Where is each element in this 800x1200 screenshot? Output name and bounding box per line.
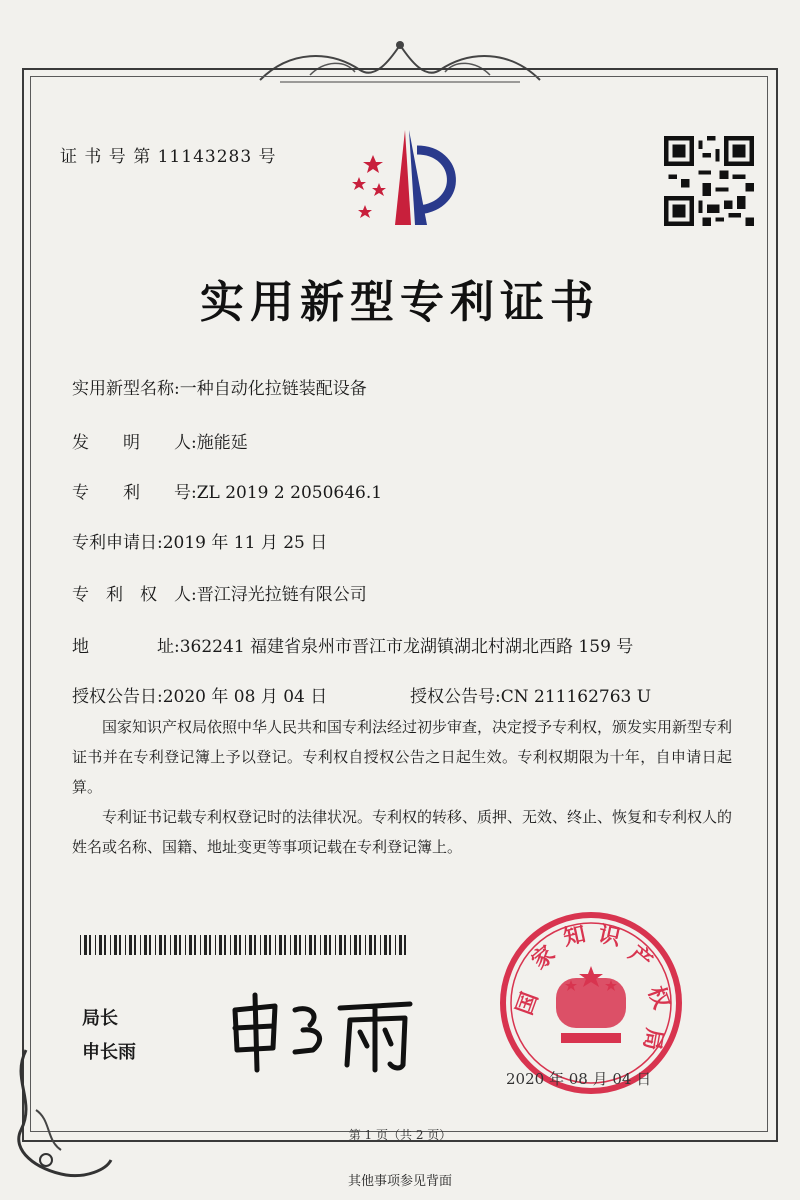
grant-number-value: CN 211162763 U — [500, 687, 652, 707]
patent-number-label: 专 利 号: — [72, 483, 197, 503]
svg-text:识: 识 — [595, 922, 623, 952]
director-title: 局长 — [82, 1008, 118, 1029]
body-paragraph-1: 国家知识产权局依照中华人民共和国专利法经过初步审查，决定授予专利权，颁发实用新型专利证书并在专利登记簿上予以登记。专利权自授权公告之日起生效。专利权期限为十年，自申请日起算。 — [72, 718, 733, 796]
svg-text:家: 家 — [527, 941, 561, 975]
svg-text:知: 知 — [561, 922, 589, 952]
field-patent-number — [72, 478, 382, 503]
field-patentee — [72, 580, 367, 605]
filing-date-label: 专利申请日: — [72, 533, 163, 553]
address-label: 地 址: — [72, 637, 180, 657]
patent-number-value: ZL 2019 2 2050646.1 — [196, 483, 383, 503]
director-signature — [225, 980, 425, 1080]
grant-date-value: 2020 年 08 月 04 日 — [162, 687, 328, 707]
seal-date: 2020 年 08 月 04 日 — [506, 1070, 652, 1088]
certificate-number: 证 书 号 第 11143283 号 — [60, 147, 277, 167]
body-paragraph-2: 专利证书记载专利权登记时的法律状况。专利权的转移、质押、无效、终止、恢复和专利权人的姓名或名称、国籍、地址变更等事项记载在专利登记簿上。 — [72, 808, 733, 856]
grant-date-label: 授权公告日: — [72, 687, 163, 707]
field-grant-number — [410, 682, 651, 707]
grant-number-label: 授权公告号: — [410, 687, 501, 707]
field-model-name — [72, 374, 367, 399]
filing-date-value: 2019 年 11 月 25 日 — [162, 533, 328, 553]
svg-text:局: 局 — [638, 1026, 667, 1053]
page-number: 第 1 页（共 2 页） — [348, 1128, 452, 1142]
field-filing-date — [72, 528, 327, 553]
field-inventor — [72, 428, 248, 453]
director-name: 申长雨 — [82, 1042, 136, 1063]
field-address — [72, 632, 633, 657]
svg-text:产: 产 — [623, 941, 657, 975]
address-value: 362241 福建省泉州市晋江市龙湖镇湖北村湖北西路 159 号 — [179, 637, 634, 657]
qr-code — [664, 136, 754, 226]
svg-text:国: 国 — [512, 989, 544, 1019]
patent-office-logo — [335, 125, 475, 235]
inventor-value: 施能延 — [196, 433, 248, 453]
back-note: 其他事项参见背面 — [347, 1174, 452, 1189]
inventor-label: 发 明 人: — [72, 433, 197, 453]
certificate-title: 实用新型专利证书 — [200, 277, 600, 328]
svg-text:权: 权 — [642, 983, 674, 1013]
model-name-value: 一种自动化拉链装配设备 — [179, 379, 367, 399]
patentee-value: 晋江浔光拉链有限公司 — [196, 585, 367, 605]
patentee-label: 专 利 权 人: — [72, 585, 197, 605]
barcode — [80, 935, 410, 955]
field-grant-date — [72, 682, 327, 707]
model-name-label: 实用新型名称: — [72, 379, 180, 399]
